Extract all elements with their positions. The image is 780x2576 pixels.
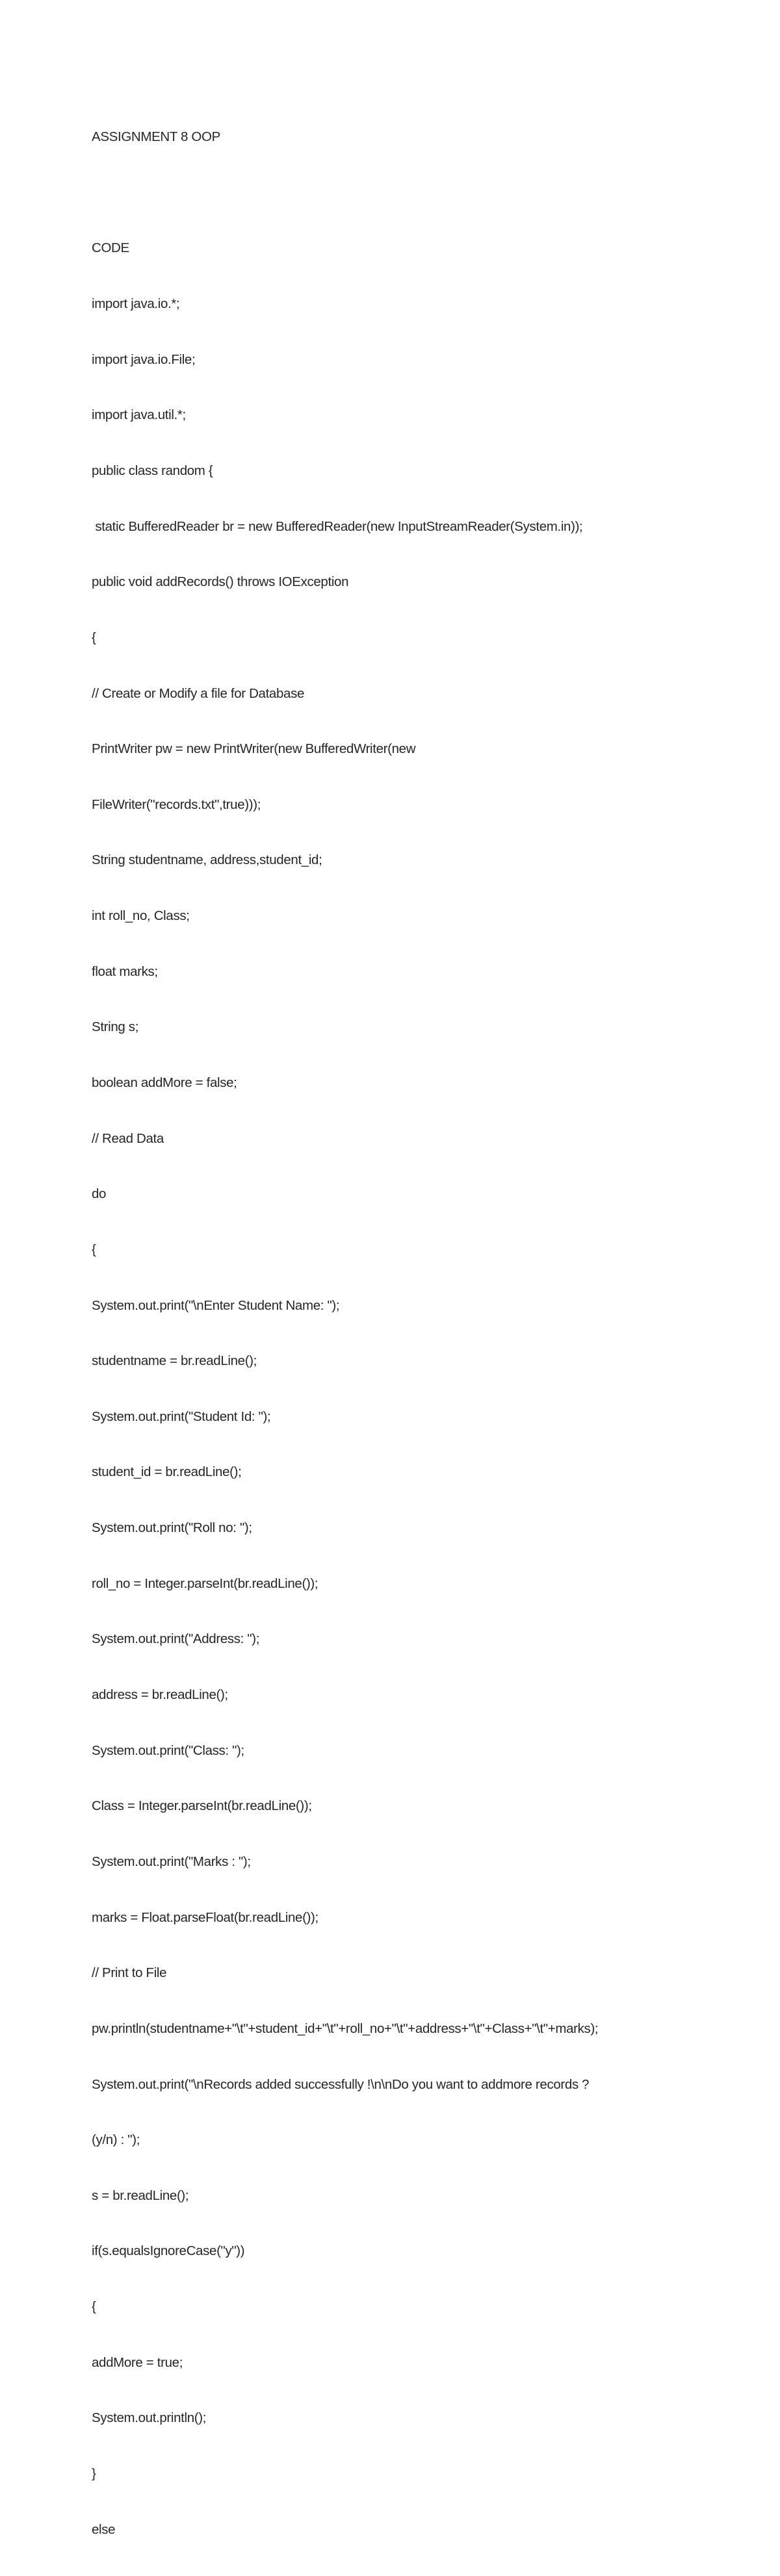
code-line: public void addRecords() throws IOException [92, 574, 349, 590]
code-line: System.out.print("\nEnter Student Name: "); [92, 1297, 340, 1313]
code-line: // Print to File [92, 1965, 167, 1981]
code-line: { [92, 630, 96, 645]
code-line: { [92, 2299, 96, 2315]
section-label: CODE [92, 240, 129, 256]
code-line: int roll_no, Class; [92, 908, 190, 924]
code-line: FileWriter("records.txt",true))); [92, 797, 261, 812]
code-line: PrintWriter pw = new PrintWriter(new BufferedWriter(new [92, 741, 416, 757]
code-line: Class = Integer.parseInt(br.readLine()); [92, 1798, 312, 1814]
code-line: s = br.readLine(); [92, 2187, 189, 2203]
code-line: System.out.print("Address: "); [92, 1631, 260, 1647]
code-line: roll_no = Integer.parseInt(br.readLine()); [92, 1575, 318, 1591]
code-line: boolean addMore = false; [92, 1075, 237, 1090]
code-line: static BufferedReader br = new BufferedReader(new InputStreamReader(System.in)); [92, 518, 583, 534]
code-line: String studentname, address,student_id; [92, 852, 322, 868]
code-line: // Read Data [92, 1130, 164, 1146]
code-line: public class random { [92, 463, 213, 478]
code-line: import java.io.*; [92, 296, 180, 312]
code-line: do [92, 1186, 107, 1202]
code-line: student_id = br.readLine(); [92, 1464, 242, 1480]
code-line: if(s.equalsIgnoreCase("y")) [92, 2243, 245, 2259]
code-line: import java.util.*; [92, 407, 186, 423]
code-line: System.out.print("Roll no: "); [92, 1520, 252, 1536]
code-line: System.out.print("Marks : "); [92, 1854, 251, 1869]
document-title: ASSIGNMENT 8 OOP [92, 129, 220, 145]
code-line: System.out.print("Class: "); [92, 1742, 244, 1758]
code-line: System.out.println(); [92, 2410, 207, 2426]
code-line: } [92, 2466, 96, 2481]
code-line: addMore = true; [92, 2354, 183, 2370]
code-line: String s; [92, 1019, 139, 1035]
code-line: { [92, 1242, 96, 1257]
code-line: System.out.print("Student Id: "); [92, 1409, 271, 1424]
code-line: (y/n) : "); [92, 2132, 140, 2148]
code-line: import java.io.File; [92, 351, 196, 367]
code-line: else [92, 2521, 116, 2537]
code-line: System.out.print("\nRecords added successfully !\n\nDo you want to addmore records ? [92, 2076, 590, 2092]
blank-line [92, 184, 742, 203]
code-line: marks = Float.parseFloat(br.readLine()); [92, 1909, 318, 1925]
document-body [92, 91, 742, 2576]
code-line: studentname = br.readLine(); [92, 1353, 257, 1369]
code-line: address = br.readLine(); [92, 1687, 228, 1703]
code-line: pw.println(studentname+"\t"+student_id+"\t"+roll_no+"\t"+address+"\t"+Class+"\t"+marks); [92, 2021, 599, 2036]
code-line: float marks; [92, 963, 158, 979]
code-line: // Create or Modify a file for Database [92, 685, 305, 701]
